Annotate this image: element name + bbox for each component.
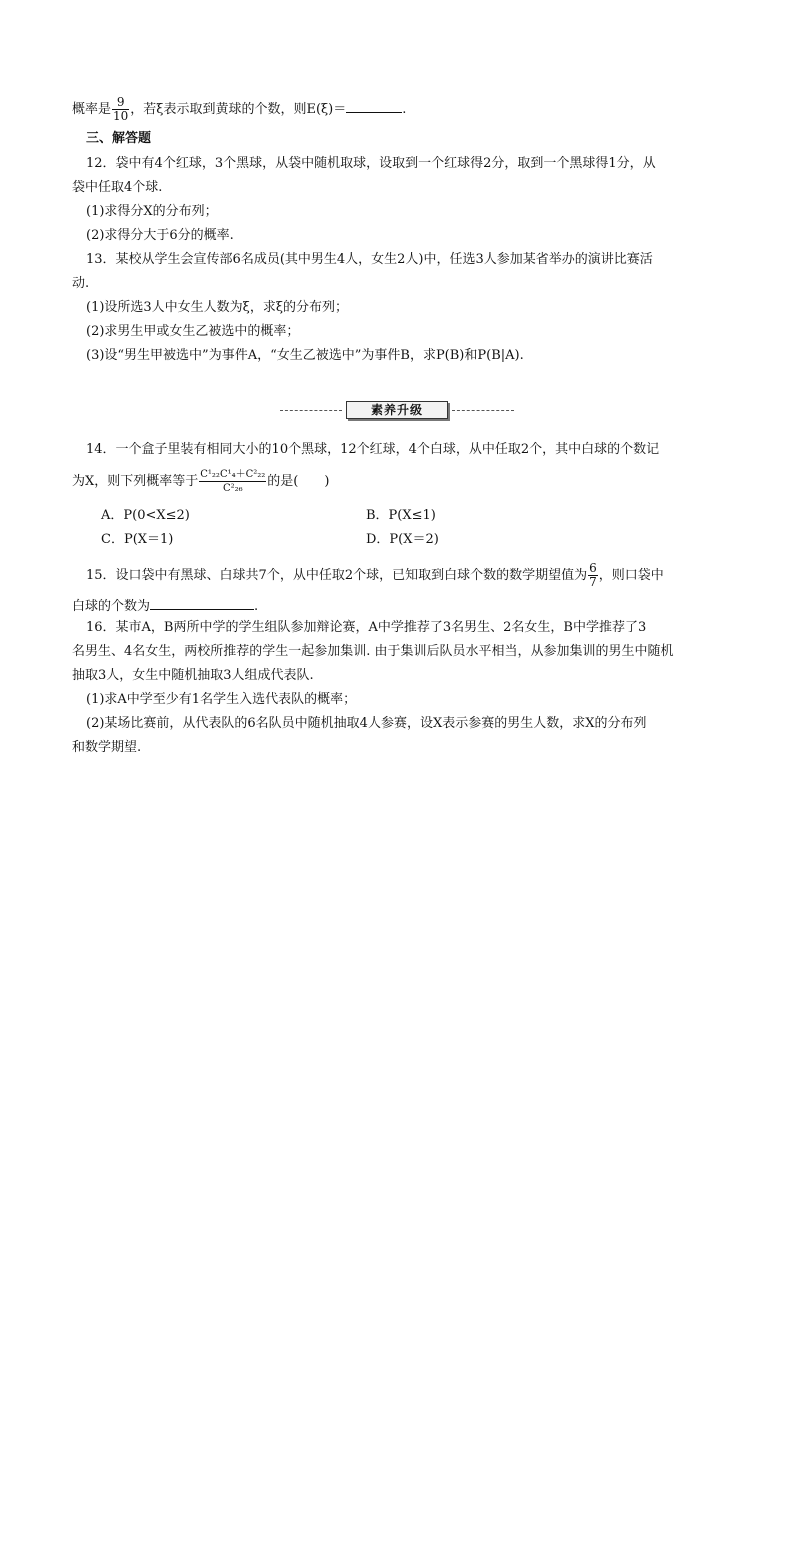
q12-part2: (2)求得分大于6分的概率. bbox=[86, 228, 234, 243]
q11-text-pre: 概率是 bbox=[72, 102, 112, 117]
q11-text-mid: ，若ξ表示取到黄球的个数，则E(ξ)＝ bbox=[130, 102, 347, 117]
q14-option-a: A．P(0<X≤2) bbox=[101, 508, 190, 523]
q12-part1: (1)求得分X的分布列； bbox=[86, 204, 218, 219]
q15-text-end: . bbox=[254, 599, 259, 614]
q11-answer-blank bbox=[346, 99, 402, 113]
q16-line3: 抽取3人，女生中随机抽取3人组成代表队. bbox=[72, 668, 314, 683]
q14-text-post: 的是( ) bbox=[267, 474, 330, 489]
q15-answer-blank bbox=[150, 596, 254, 610]
q13-line1: 13．某校从学生会宣传部6名成员(其中男生4人，女生2人)中，任选3人参加某省举办的演讲比赛活 bbox=[86, 252, 653, 267]
q14-text-pre: 为X，则下列概率等于 bbox=[72, 474, 199, 489]
q16-part1: (1)求A中学至少有1名学生入选代表队的概率； bbox=[86, 692, 357, 707]
banner-divider-right bbox=[452, 410, 514, 411]
q13-part2: (2)求男生甲或女生乙被选中的概率； bbox=[86, 324, 300, 339]
q13-line2: 动. bbox=[72, 276, 90, 291]
banner-label: 素养升级 bbox=[346, 401, 448, 419]
fraction-denominator: 10 bbox=[113, 109, 129, 123]
q11-text-end: . bbox=[402, 102, 407, 117]
q13-part3: (3)设“男生甲被选中”为事件A，“女生乙被选中”为事件B，求P(B)和P(B|A). bbox=[86, 348, 524, 363]
q12-line1: 12．袋中有4个红球，3个黑球，从袋中随机取球，设取到一个红球得2分，取到一个黑球得1分，从 bbox=[86, 156, 656, 171]
q16-line2: 名男生、4名女生，两校所推荐的学生一起参加集训. 由于集训后队员水平相当，从参加集训的男生中随机 bbox=[72, 644, 674, 659]
fraction-denominator: C²₂₆ bbox=[222, 483, 243, 494]
q14-line2 bbox=[72, 468, 329, 495]
fraction-numerator: 6 bbox=[589, 561, 597, 575]
section-title: 三、解答题 bbox=[86, 131, 152, 146]
q15-line2 bbox=[72, 596, 258, 616]
q16-part2: (2)某场比赛前，从代表队的6名队员中随机抽取4人参赛，设X表示参赛的男生人数，求X的分布列 bbox=[86, 716, 647, 731]
q11-fraction bbox=[112, 96, 129, 123]
q14-option-c: C．P(X＝1) bbox=[101, 532, 174, 547]
q16-part2-cont: 和数学期望. bbox=[72, 740, 142, 755]
q12-line2: 袋中任取4个球. bbox=[72, 180, 163, 195]
q16-line1: 16．某市A，B两所中学的学生组队参加辩论赛，A中学推荐了3名男生、2名女生，B中学推荐了3 bbox=[86, 620, 647, 635]
q14-option-d: D．P(X＝2) bbox=[366, 532, 439, 547]
q14-line1: 14．一个盒子里装有相同大小的10个黑球，12个红球，4个白球，从中任取2个，其中白球的个数记 bbox=[86, 442, 660, 457]
q13-part1: (1)设所选3人中女生人数为ξ，求ξ的分布列； bbox=[86, 300, 349, 315]
q11-tail-line bbox=[72, 96, 406, 123]
q15-line1 bbox=[86, 562, 664, 589]
q14-option-b: B．P(X≤1) bbox=[366, 508, 436, 523]
q15-text-pre2: 白球的个数为 bbox=[72, 599, 151, 614]
q14-fraction bbox=[199, 468, 266, 495]
section-banner bbox=[280, 401, 514, 419]
banner-divider-left bbox=[280, 410, 342, 411]
fraction-numerator: 9 bbox=[112, 96, 129, 110]
fraction-numerator: C¹₂₂C¹₄＋C²₂₂ bbox=[200, 469, 266, 480]
q15-text-pre: 15．设口袋中有黑球、白球共7个，从中任取2个球，已知取到白球个数的数学期望值为 bbox=[86, 568, 588, 583]
q15-fraction bbox=[588, 562, 598, 589]
q15-text-post: ，则口袋中 bbox=[598, 568, 664, 583]
fraction-denominator: 7 bbox=[589, 575, 597, 589]
